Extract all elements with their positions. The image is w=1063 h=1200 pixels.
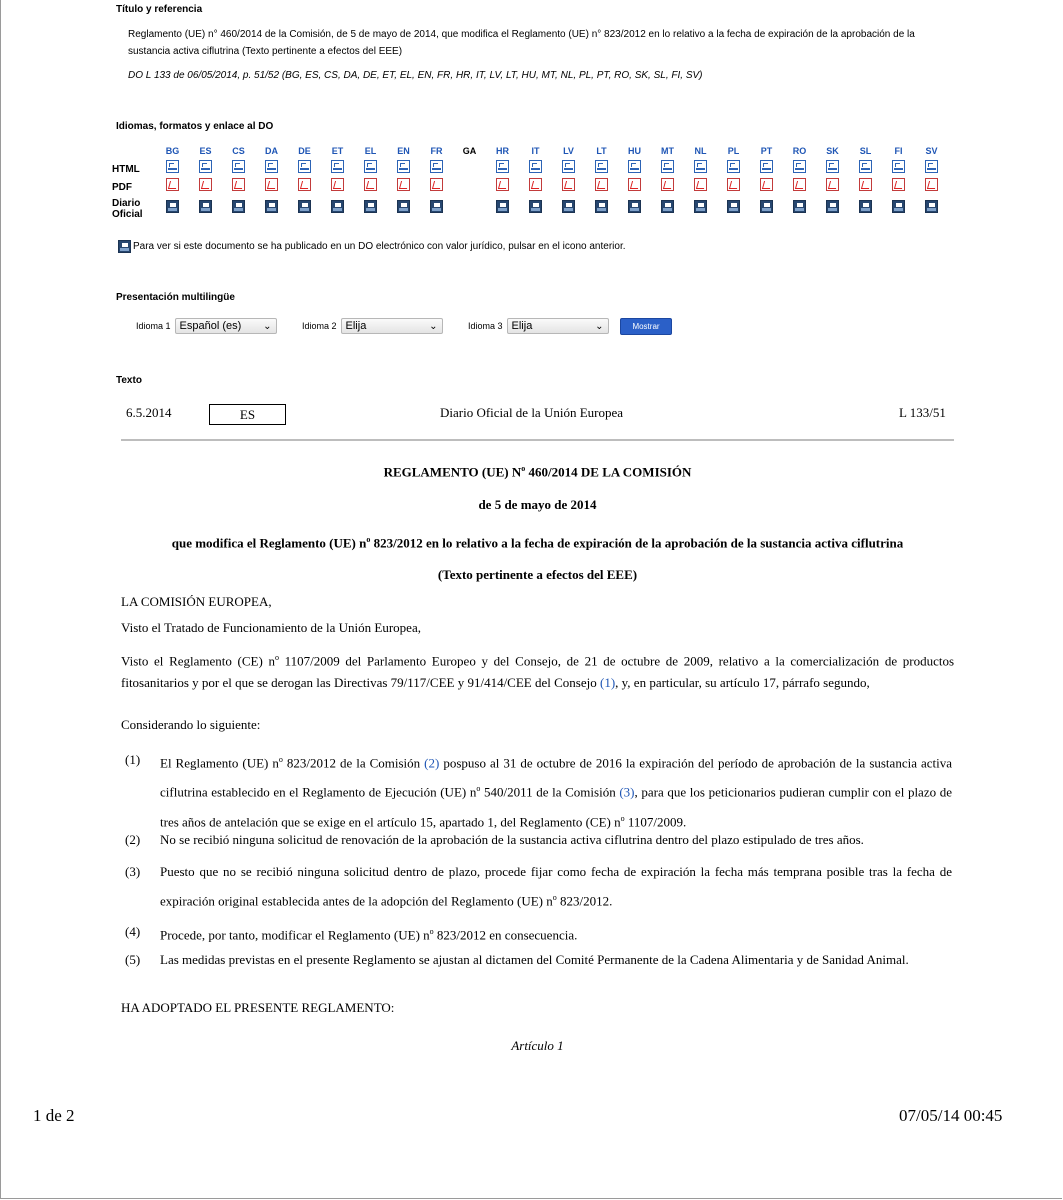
language-code-cs: CS xyxy=(232,146,245,156)
pdf-cell-ga xyxy=(453,178,486,196)
oj-reference: DO L 133 de 06/05/2014, p. 51/52 (BG, ES, CS, DA, DE, ET, EL, EN, FR, HR, IT, LV, LT, HU, MT, NL, PL, PT, RO, SK, SL, FI, SV) xyxy=(128,70,703,81)
table-corner xyxy=(110,142,156,160)
recital-text: No se recibió ninguna solicitud de renovación de la aprobación de la sustancia activa ciflutrina dentro del plazo estipulado de tres años. xyxy=(160,832,864,847)
pdf-file-icon[interactable] xyxy=(232,178,245,191)
idioma3-value: Elija xyxy=(511,320,533,332)
pdf-file-icon[interactable] xyxy=(925,178,938,191)
pdf-file-icon[interactable] xyxy=(628,178,641,191)
html-cell-hu xyxy=(618,160,651,178)
pdf-file-icon[interactable] xyxy=(529,178,542,191)
html-cell-de xyxy=(288,160,321,178)
html-file-icon[interactable] xyxy=(562,160,575,173)
regulation-date: de 5 de mayo de 2014 xyxy=(478,497,597,512)
section-title-reference: Título y referencia xyxy=(116,4,203,15)
footnote-link-1[interactable]: (1) xyxy=(599,675,616,691)
pdf-cell-pt xyxy=(750,178,783,196)
oj-cell-it xyxy=(519,196,552,222)
section-title-languages: Idiomas, formatos y enlace al DO xyxy=(116,121,274,132)
oj-cell-es xyxy=(189,196,222,222)
section-title-multilingual: Presentación multilingüe xyxy=(116,292,235,303)
pdf-file-icon[interactable] xyxy=(331,178,344,191)
html-cell-pl xyxy=(717,160,750,178)
oj-cell-sv xyxy=(915,196,948,222)
html-cell-pt xyxy=(750,160,783,178)
html-file-icon[interactable] xyxy=(397,160,410,173)
page-number: 1 de 2 xyxy=(33,1106,75,1125)
chevron-down-icon: ⌄ xyxy=(429,320,438,332)
official-journal-icon[interactable] xyxy=(265,200,278,213)
official-journal-icon[interactable] xyxy=(232,200,245,213)
oj-cell-lv xyxy=(552,196,585,222)
html-cell-ro xyxy=(783,160,816,178)
pdf-file-icon[interactable] xyxy=(727,178,740,191)
html-cell-ga xyxy=(453,160,486,178)
pdf-cell-cs xyxy=(222,178,255,196)
html-cell-cs xyxy=(222,160,255,178)
pdf-cell-en xyxy=(387,178,420,196)
language-code-lv: LV xyxy=(563,146,574,156)
paragraph-comision: LA COMISIÓN EUROPEA, xyxy=(121,594,272,609)
pdf-file-icon[interactable] xyxy=(793,178,806,191)
language-code-en: EN xyxy=(397,146,410,156)
oj-cell-da xyxy=(255,196,288,222)
idioma2-select[interactable] xyxy=(341,318,443,334)
pdf-cell-fr xyxy=(420,178,453,196)
idioma1-select[interactable] xyxy=(175,318,277,334)
pdf-cell-lt xyxy=(585,178,618,196)
pdf-cell-sv xyxy=(915,178,948,196)
official-journal-icon[interactable] xyxy=(826,200,839,213)
language-code-mt: MT xyxy=(661,146,674,156)
language-code-et: ET xyxy=(331,146,344,156)
html-file-icon[interactable] xyxy=(298,160,311,173)
html-cell-mt xyxy=(651,160,684,178)
recital-number: (2) xyxy=(125,832,141,847)
html-file-icon[interactable] xyxy=(925,160,938,173)
oj-journal-name: Diario Oficial de la Unión Europea xyxy=(440,405,624,420)
pdf-file-icon[interactable] xyxy=(364,178,377,191)
recital-2 xyxy=(125,828,952,852)
pdf-file-icon[interactable] xyxy=(430,178,443,191)
pdf-file-icon[interactable] xyxy=(562,178,575,191)
regulation-subject: que modifica el Reglamento (UE) $n^o$ 823/2012 en lo relativo a la fecha de expiración de la aprobación de la sustancia activa ciflutrina xyxy=(171,535,904,551)
language-code-sl: SL xyxy=(859,146,872,156)
eee-note: (Texto pertinente a efectos del EEE) xyxy=(437,567,638,582)
oj-note-text: Para ver si este documento se ha publicado en un DO electrónico con valor jurídico, pulsar en el icono anterior. xyxy=(133,241,626,252)
official-journal-icon[interactable] xyxy=(628,200,641,213)
html-cell-sv xyxy=(915,160,948,178)
html-cell-hr xyxy=(486,160,519,178)
oj-cell-en xyxy=(387,196,420,222)
pdf-file-icon[interactable] xyxy=(661,178,674,191)
pdf-file-icon[interactable] xyxy=(298,178,311,191)
oj-cell-sl xyxy=(849,196,882,222)
oj-date: 6.5.2014 xyxy=(126,405,172,420)
official-journal-icon[interactable] xyxy=(661,200,674,213)
official-journal-icon[interactable] xyxy=(562,200,575,213)
html-file-icon[interactable] xyxy=(496,160,509,173)
html-file-icon[interactable] xyxy=(661,160,674,173)
pdf-cell-es xyxy=(189,178,222,196)
pdf-cell-sl xyxy=(849,178,882,196)
pdf-cell-sk xyxy=(816,178,849,196)
official-journal-icon[interactable] xyxy=(496,200,509,213)
paragraph-tratado: Visto el Tratado de Funcionamiento de la Unión Europea, xyxy=(121,620,421,635)
oj-cell-et xyxy=(321,196,354,222)
language-code-pl: PL xyxy=(727,146,740,156)
paragraph-considerando: Considerando lo siguiente: xyxy=(121,717,261,732)
oj-cell-pl xyxy=(717,196,750,222)
idioma2-label: Idioma 2 xyxy=(302,321,337,331)
paragraph-visto: Visto el Reglamento (CE) $n^o$ 1107/2009 del Parlamento Europeo y del Consejo, de 21 de octubre de 2009, relativo a la comercialización de productos fitosanitarios y por el que se derogan las Directivas 79/117/CEE y 91/414/CEE del Consejo (1), y, en particular, su artículo 17, párrafo segundo, xyxy=(121,653,955,691)
row-label-oj: Diario Oficial xyxy=(112,198,143,220)
pdf-cell-fi xyxy=(882,178,915,196)
oj-cell-ro xyxy=(783,196,816,222)
idioma2-value: Elija xyxy=(345,320,367,332)
pdf-cell-bg xyxy=(156,178,189,196)
official-journal-icon[interactable] xyxy=(925,200,938,213)
html-cell-lt xyxy=(585,160,618,178)
oj-cell-cs xyxy=(222,196,255,222)
official-journal-icon[interactable] xyxy=(793,200,806,213)
idioma3-group xyxy=(468,318,609,334)
html-cell-lv xyxy=(552,160,585,178)
pdf-file-icon[interactable] xyxy=(166,178,179,191)
official-journal-icon[interactable] xyxy=(397,200,410,213)
recital-text: Procede, por tanto, modificar el Reglamento (UE) $n^o$ 823/2012 en consecuencia. xyxy=(160,927,578,943)
official-journal-icon[interactable] xyxy=(166,200,179,213)
reference-text: Reglamento (UE) n° 460/2014 de la Comisión, de 5 de mayo de 2014, que modifica el Reglamento (UE) n° 823/2012 en lo relativo a la fecha de expiración de la aprobación de la sustancia activa ciflutrina (Texto pertinente a efectos del EEE) xyxy=(128,29,915,57)
language-code-hr: HR xyxy=(496,146,509,156)
pdf-cell-pl xyxy=(717,178,750,196)
pdf-file-icon[interactable] xyxy=(694,178,707,191)
pdf-cell-hr xyxy=(486,178,519,196)
official-journal-icon[interactable] xyxy=(892,200,905,213)
official-journal-icon[interactable] xyxy=(364,200,377,213)
oj-cell-bg xyxy=(156,196,189,222)
html-cell-fr xyxy=(420,160,453,178)
footnote-link-2[interactable]: (2) xyxy=(424,755,440,771)
idioma1-value: Español (es) xyxy=(179,320,242,332)
print-timestamp: 07/05/14 00:45 xyxy=(899,1106,1003,1125)
pdf-cell-ro xyxy=(783,178,816,196)
row-label-html: HTML xyxy=(112,163,140,175)
idioma1-label: Idioma 1 xyxy=(136,321,171,331)
oj-cell-mt xyxy=(651,196,684,222)
official-journal-icon[interactable] xyxy=(760,200,773,213)
oj-cell-fr xyxy=(420,196,453,222)
oj-cell-nl xyxy=(684,196,717,222)
official-journal-icon[interactable] xyxy=(859,200,872,213)
footnote-link-3[interactable]: (3) xyxy=(619,784,635,800)
html-cell-el xyxy=(354,160,387,178)
pdf-cell-hu xyxy=(618,178,651,196)
language-code-fi: FI xyxy=(894,146,903,156)
official-journal-icon[interactable] xyxy=(694,200,707,213)
language-code-da: DA xyxy=(265,146,278,156)
official-journal-icon[interactable] xyxy=(430,200,443,213)
pdf-file-icon[interactable] xyxy=(265,178,278,191)
pdf-cell-lv xyxy=(552,178,585,196)
idioma2-group xyxy=(302,318,443,334)
pdf-cell-nl xyxy=(684,178,717,196)
pdf-file-icon[interactable] xyxy=(199,178,212,191)
oj-cell-ga xyxy=(453,196,486,222)
mostrar-button[interactable]: Mostrar xyxy=(620,318,672,335)
recital-text: El Reglamento (UE) $n^o$ 823/2012 de la Comisión (2) pospuso al 31 de octubre de 2016 la expiración del período de aprobación de la sustancia activa ciflutrina establecido en el Reglamento de Ejecución (UE) $n^o$ 540/2011 de la Comisión (3), para que los peticionarios pudieran cumplir con el plazo de tres años de antelación que se exige en el artículo 15, apartado 1, del Reglamento (CE) $n^o$ 1107/2009. xyxy=(160,755,952,829)
language-code-el: EL xyxy=(364,146,377,156)
language-code-de: DE xyxy=(298,146,311,156)
pdf-cell-et xyxy=(321,178,354,196)
language-code-ro: RO xyxy=(792,146,807,156)
recital-1 xyxy=(125,747,952,835)
pdf-file-icon[interactable] xyxy=(397,178,410,191)
html-cell-nl xyxy=(684,160,717,178)
official-journal-icon[interactable] xyxy=(331,200,344,213)
idioma3-select[interactable] xyxy=(507,318,609,334)
official-journal-icon[interactable] xyxy=(595,200,608,213)
oj-cell-pt xyxy=(750,196,783,222)
html-file-icon[interactable] xyxy=(859,160,872,173)
recital-text: Puesto que no se recibió ninguna solicitud dentro de plazo, procede fijar como fecha de expiración la fecha más temprana posible tras la fecha de expiración original establecida antes de la adopción del Reglamento (UE) $n^o$ 823/2012. xyxy=(160,864,952,909)
language-code-pt: PT xyxy=(760,146,773,156)
html-cell-it xyxy=(519,160,552,178)
html-cell-sl xyxy=(849,160,882,178)
language-code-hu: HU xyxy=(628,146,641,156)
oj-cell-de xyxy=(288,196,321,222)
html-file-icon[interactable] xyxy=(364,160,377,173)
recital-5 xyxy=(125,950,952,970)
html-cell-en xyxy=(387,160,420,178)
idioma3-label: Idioma 3 xyxy=(468,321,503,331)
html-file-icon[interactable] xyxy=(331,160,344,173)
language-code-lt: LT xyxy=(596,146,607,156)
pdf-cell-da xyxy=(255,178,288,196)
html-file-icon[interactable] xyxy=(892,160,905,173)
idioma1-group xyxy=(136,318,277,334)
html-file-icon[interactable] xyxy=(727,160,740,173)
chevron-down-icon: ⌄ xyxy=(595,320,604,332)
pdf-file-icon[interactable] xyxy=(760,178,773,191)
chevron-down-icon: ⌄ xyxy=(263,320,272,332)
oj-cell-lt xyxy=(585,196,618,222)
header-rule xyxy=(121,439,954,441)
official-journal-icon[interactable] xyxy=(727,200,740,213)
oj-cell-fi xyxy=(882,196,915,222)
html-file-icon[interactable] xyxy=(199,160,212,173)
pdf-file-icon[interactable] xyxy=(595,178,608,191)
pdf-cell-mt xyxy=(651,178,684,196)
regulation-title: REGLAMENTO (UE) $N^o$ 460/2014 DE LA COMISIÓN xyxy=(383,464,692,480)
language-code-es: ES xyxy=(199,146,212,156)
language-code-sk: SK xyxy=(826,146,839,156)
pdf-cell-de xyxy=(288,178,321,196)
pdf-file-icon[interactable] xyxy=(892,178,905,191)
section-title-text: Texto xyxy=(116,375,142,386)
html-file-icon[interactable] xyxy=(265,160,278,173)
official-journal-icon[interactable] xyxy=(298,200,311,213)
oj-note xyxy=(118,240,626,253)
pdf-cell-el xyxy=(354,178,387,196)
html-file-icon[interactable] xyxy=(595,160,608,173)
language-code-nl: NL xyxy=(694,146,707,156)
html-file-icon[interactable] xyxy=(430,160,443,173)
html-file-icon[interactable] xyxy=(760,160,773,173)
official-journal-icon[interactable] xyxy=(199,200,212,213)
pdf-file-icon[interactable] xyxy=(859,178,872,191)
recital-text: Las medidas previstas en el presente Reglamento se ajustan al dictamen del Comité Permanente de la Cadena Alimentaria y de Sanidad Animal. xyxy=(160,952,909,967)
html-cell-da xyxy=(255,160,288,178)
html-file-icon[interactable] xyxy=(628,160,641,173)
html-file-icon[interactable] xyxy=(166,160,179,173)
html-cell-sk xyxy=(816,160,849,178)
official-journal-icon xyxy=(118,240,131,253)
language-format-table xyxy=(110,142,948,222)
html-file-icon[interactable] xyxy=(793,160,806,173)
html-cell-bg xyxy=(156,160,189,178)
oj-page-ref: L 133/51 xyxy=(899,405,946,420)
html-cell-fi xyxy=(882,160,915,178)
recital-4 xyxy=(125,920,952,947)
html-file-icon[interactable] xyxy=(529,160,542,173)
pdf-file-icon[interactable] xyxy=(826,178,839,191)
language-code-sv: SV xyxy=(925,146,938,156)
language-code-bg: BG xyxy=(165,146,180,156)
language-code-ga: GA xyxy=(462,146,477,156)
oj-cell-el xyxy=(354,196,387,222)
recital-number: (3) xyxy=(125,864,141,879)
pdf-file-icon[interactable] xyxy=(496,178,509,191)
recital-number: (5) xyxy=(125,952,141,967)
row-label-pdf: PDF xyxy=(112,181,132,193)
html-file-icon[interactable] xyxy=(232,160,245,173)
oj-cell-hr xyxy=(486,196,519,222)
html-file-icon[interactable] xyxy=(826,160,839,173)
oj-cell-sk xyxy=(816,196,849,222)
recital-3 xyxy=(125,859,952,914)
language-code-fr: FR xyxy=(430,146,443,156)
paragraph-adoptado: HA ADOPTADO EL PRESENTE REGLAMENTO: xyxy=(121,1000,395,1015)
html-cell-es xyxy=(189,160,222,178)
pdf-cell-it xyxy=(519,178,552,196)
oj-cell-hu xyxy=(618,196,651,222)
official-journal-icon[interactable] xyxy=(529,200,542,213)
recital-number: (1) xyxy=(125,752,141,767)
article-1-heading: Artículo 1 xyxy=(511,1038,564,1053)
html-cell-et xyxy=(321,160,354,178)
html-file-icon[interactable] xyxy=(694,160,707,173)
language-code-it: IT xyxy=(531,146,540,156)
oj-language-box: ES xyxy=(209,404,286,425)
recital-number: (4) xyxy=(125,924,141,939)
